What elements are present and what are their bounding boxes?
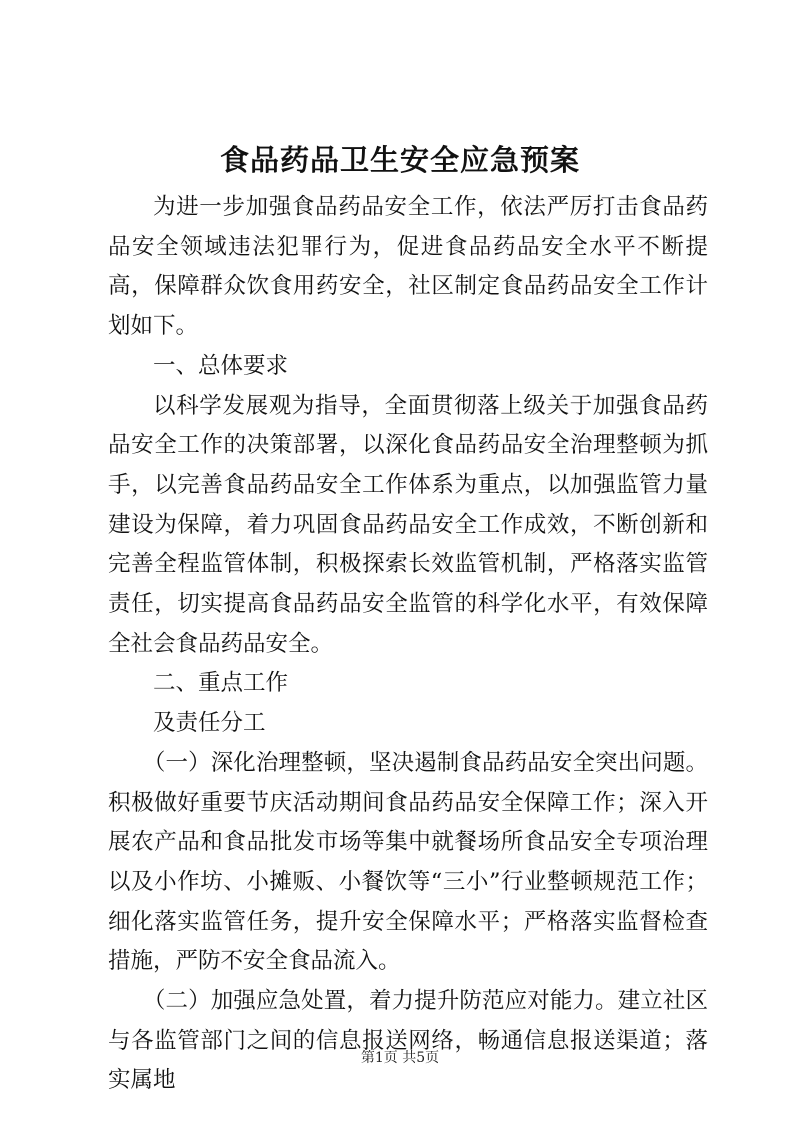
general-requirements-paragraph: 以科学发展观为指导，全面贯彻落上级关于加强食品药品安全工作的决策部署，以深化食品药品安全治理整顿为抓手，以完善食品药品安全工作体系为重点，以加强监管力量建设为保障，着力巩固食品药品安全工作成效，不断创新和完善全程监管体制，积极探索长效监管机制，严格落实监管责任，切实提高食品药品安全监管的科学化水平，有效保障全社会食品药品安全。 (108, 392, 708, 657)
page-footer: 第1页 共5页 (360, 1050, 440, 1066)
section-heading-key-work: 二、重点工作 (153, 670, 289, 697)
document-title: 食品药品卫生安全应急预案 (219, 143, 580, 177)
section-heading-general-requirements: 一、总体要求 (153, 352, 289, 379)
intro-paragraph: 为进一步加强食品药品安全工作，依法严厉打击食品药品安全领域违法犯罪行为，促进食品药品安全水平不断提高，保障群众饮食用药安全，社区制定食品药品安全工作计划如下。 (108, 194, 708, 340)
section-heading-responsibility-division: 及责任分工 (153, 710, 266, 737)
item-two-paragraph: （二）加强应急处置，着力提升防范应对能力。建立社区与各监管部门之间的信息报送网络，畅通信息报送渠道；落实属地 (108, 988, 708, 1094)
document-body (108, 188, 708, 1101)
item-one-paragraph: （一）深化治理整顿，坚决遏制食品药品安全突出问题。积极做好重要节庆活动期间食品药品安全保障工作；深入开展农产品和食品批发市场等集中就餐场所食品安全专项治理以及小作坊、小摊贩、小餐饮等“三小”行业整顿规范工作；细化落实监管任务，提升安全保障水平；严格落实监督检查措施，严防不安全食品流入。 (108, 749, 708, 975)
